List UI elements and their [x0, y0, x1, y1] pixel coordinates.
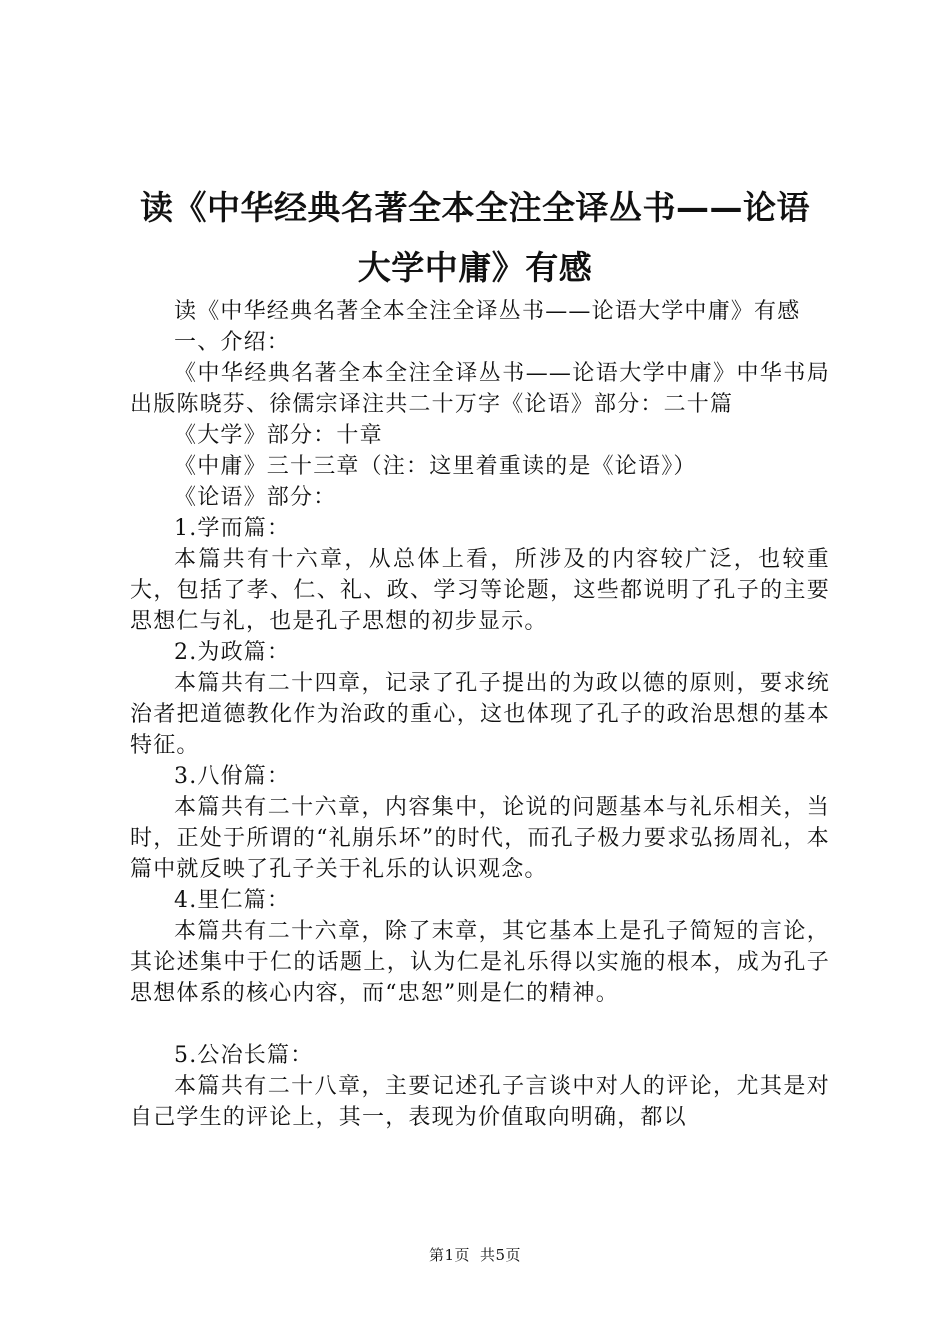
paragraph-daxue: 《大学》部分：十章	[174, 423, 383, 448]
chapter-text-2: 本篇共有二十四章，记录了孔子提出的为政以德的原则，要求统治者把道德教化作为治政的重心，这也体现了孔子的政治思想的基本特征。	[130, 671, 830, 758]
chapter-text-5: 本篇共有二十八章，主要记述孔子言谈中对人的评论，尤其是对自己学生的评论上，其一，表现为价值取向明确，都以	[130, 1074, 830, 1130]
title-line-1: 读《中华经典名著全本全注全译丛书——论语	[140, 188, 810, 227]
page-number-current: 第1页	[428, 1246, 470, 1264]
chapter-heading-2: 2.为政篇：	[174, 640, 291, 665]
title-line-2: 大学中庸》有感	[357, 248, 593, 287]
paragraph-book-info: 《中华经典名著全本全注全译丛书——论语大学中庸》中华书局出版陈晓芬、徐儒宗译注共二十万字《论语》部分：二十篇	[130, 361, 830, 417]
page-number-total: 共5页	[480, 1246, 522, 1264]
paragraph-spacer	[130, 1009, 830, 1040]
chapter-text-4: 本篇共有二十六章，除了末章，其它基本上是孔子简短的言论，其论述集中于仁的话题上，认为仁是礼乐得以实施的根本，成为孔子思想体系的核心内容，而“忠恕”则是仁的精神。	[130, 919, 830, 1006]
paragraph-lunyu: 《论语》部分：	[174, 485, 337, 510]
section-heading-intro: 一、介绍：	[174, 330, 291, 355]
chapter-heading-4: 4.里仁篇：	[174, 888, 291, 913]
chapter-heading-1: 1.学而篇：	[174, 516, 291, 541]
chapter-heading-3: 3.八佾篇：	[174, 764, 291, 789]
chapter-heading-5: 5.公冶长篇：	[174, 1043, 314, 1068]
paragraph-subtitle: 读《中华经典名著全本全注全译丛书——论语大学中庸》有感	[174, 299, 801, 324]
chapter-text-1: 本篇共有十六章，从总体上看，所涉及的内容较广泛，也较重大，包括了孝、仁、礼、政、学习等论题，这些都说明了孔子的主要思想仁与礼，也是孔子思想的初步显示。	[130, 547, 830, 634]
chapter-text-3: 本篇共有二十六章，内容集中，论说的问题基本与礼乐相关，当时，正处于所谓的“礼崩乐坏”的时代，而孔子极力要求弘扬周礼，本篇中就反映了孔子关于礼乐的认识观念。	[130, 795, 830, 882]
page-footer	[0, 1244, 950, 1265]
document-title	[120, 178, 830, 298]
paragraph-zhongyong: 《中庸》三十三章（注：这里着重读的是《论语》）	[174, 454, 697, 479]
document-body	[130, 296, 830, 1133]
